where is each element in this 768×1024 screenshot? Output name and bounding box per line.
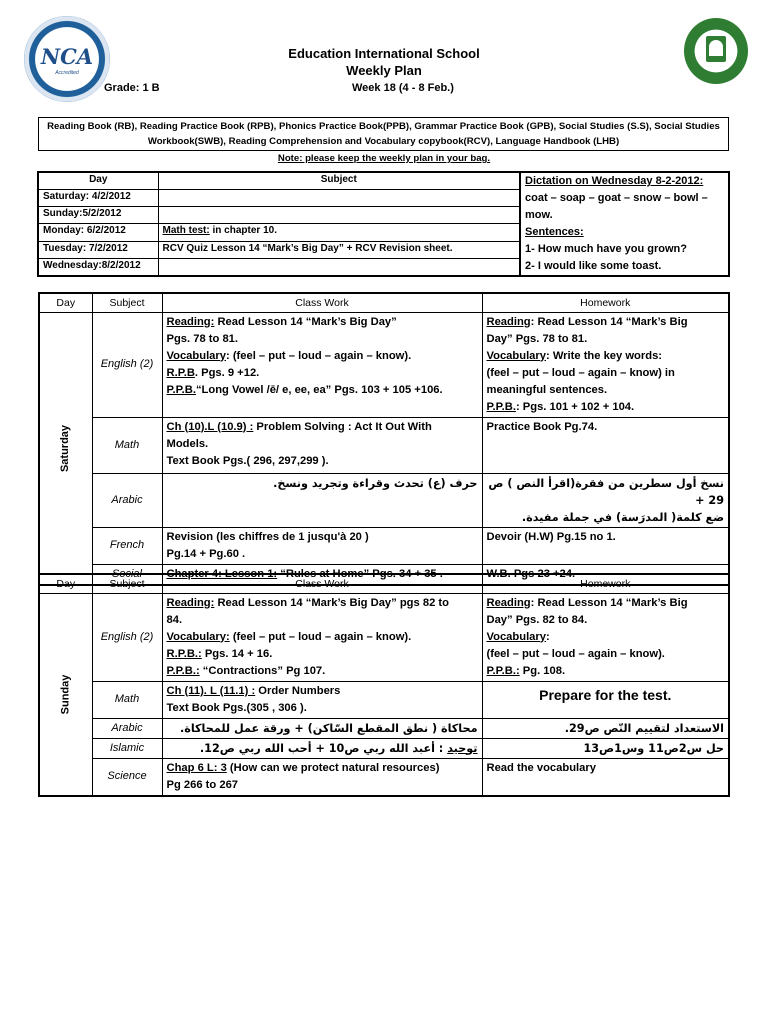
col-header-classwork: Class Work [162, 293, 482, 312]
subject-social: Social [92, 564, 162, 585]
homework-science: Read the vocabulary [482, 758, 729, 796]
grade-label: Grade: 1 B [104, 82, 160, 94]
classwork-math: Ch (10).L (10.9) : Problem Solving : Act It Out With Models. Text Book Pgs.( 296, 297,299 ). [162, 417, 482, 473]
schedule-day: Tuesday: 7/2/2012 [38, 241, 158, 258]
subject-french: French [92, 527, 162, 564]
saturday-plan-table [38, 292, 730, 586]
dictation-words-1: coat – soap – goat – snow – bowl – [525, 192, 708, 204]
schedule-header-subject: Subject [158, 172, 520, 189]
homework-arabic: الاستعداد لتقييم النّص ص29. [482, 718, 729, 738]
subject-islamic: Islamic [92, 738, 162, 758]
day-cell-sunday [39, 593, 92, 796]
day-label-sunday: Sunday [59, 674, 72, 714]
subject-math: Math [92, 417, 162, 473]
col-header-classwork: Class Work [162, 574, 482, 593]
homework-english: Reading: Read Lesson 14 “Mark’s Big Day” Pgs. 82 to 84. Vocabulary: (feel – put – loud – again – know). P.P.B.: Pg. 108. [482, 593, 729, 681]
classwork-science: Chap 6 L: 3 (How can we protect natural resources) Pg 266 to 267 [162, 758, 482, 796]
classwork-english: Reading: Read Lesson 14 “Mark’s Big Day” pgs 82 to 84. Vocabulary: (feel – put – loud – again – know). R.P.B.: Pgs. 14 + 16. P.P.B.: “Contractions” Pg 107. [162, 593, 482, 681]
classwork-islamic: توحيد : أعبد الله ربي ص10 + أحب الله ربي ص12. [162, 738, 482, 758]
homework-math [482, 681, 729, 718]
subject-science: Science [92, 758, 162, 796]
sunday-plan-table [38, 573, 730, 797]
dictation-sentence-1: 1- How much have you grown? [525, 243, 687, 255]
dictation-sentences-label: Sentences: [525, 226, 584, 238]
schedule-day: Sunday:5/2/2012 [38, 207, 158, 224]
schedule-day: Monday: 6/2/2012 [38, 224, 158, 241]
schedule-subject [158, 207, 520, 224]
subject-arabic: Arabic [92, 718, 162, 738]
dictation-words-2: mow. [525, 209, 553, 221]
col-header-day: Day [39, 574, 92, 593]
classwork-arabic: حرف (ع) تحدث وقراءة وتجريد ونسخ. [162, 473, 482, 527]
homework-islamic: حل س2ص11 وس1ص13 [482, 738, 729, 758]
col-header-day: Day [39, 293, 92, 312]
col-header-subject: Subject [92, 574, 162, 593]
schedule-subject [158, 189, 520, 206]
homework-arabic: نسخ أول سطرين من فقرة(اقرأ النص ) ص 29 + ضع كلمة( المدرَسة) في جملة مفيدة. [482, 473, 729, 527]
day-cell-saturday [39, 312, 92, 585]
week-label: Week 18 (4 - 8 Feb.) [352, 82, 454, 94]
homework-english: Reading: Read Lesson 14 “Mark’s Big Day” Pgs. 78 to 81. Vocabulary: Write the key words: (feel – put – loud – again – know) in meaningful sentences. P.P.B.: Pgs. 101 + 102 + 104. [482, 312, 729, 417]
nca-logo-subtext: Accredited [55, 70, 79, 76]
plan-title: Weekly Plan [346, 63, 422, 78]
abbreviations-box: Reading Book (RB), Reading Practice Book (RPB), Phonics Practice Book(PPB), Grammar Practice Book (GPB), Social Studies (S.S), Social Studies Workbook(SWB), Reading Comprehension and Vocabulary copybook(RCV), Language Handbook (LHB) [38, 117, 729, 151]
homework-social: W.B. Pgs 23 +24. [482, 564, 729, 585]
col-header-homework: Homework [482, 574, 729, 593]
subject-math: Math [92, 681, 162, 718]
classwork-french: Revision (les chiffres de 1 jusqu'à 20 ) Pg.14 + Pg.60 . [162, 527, 482, 564]
subject-english: English (2) [92, 593, 162, 681]
schedule-subject: Math test: in chapter 10. [158, 224, 520, 241]
classwork-english: Reading: Read Lesson 14 “Mark’s Big Day” Pgs. 78 to 81. Vocabulary: (feel – put – loud – again – know). R.P.B. Pgs. 9 +12. P.P.B.“Long Vowel /ē/ e, ee, ea” Pgs. 103 + 105 +106. [162, 312, 482, 417]
subject-arabic: Arabic [92, 473, 162, 527]
schedule-header-day: Day [38, 172, 158, 189]
schedule-day: Wednesday:8/2/2012 [38, 259, 158, 276]
day-label-saturday: Saturday [59, 424, 72, 472]
schedule-table [37, 171, 730, 277]
col-header-homework: Homework [482, 293, 729, 312]
bag-note: Note: please keep the weekly plan in your bag. [277, 153, 491, 164]
classwork-math: Ch (11). L (11.1) : Order Numbers Text Book Pgs.(305 , 306 ). [162, 681, 482, 718]
classwork-arabic: محاكاة ( نطق المقطع السّاكن) + ورقة عمل للمحاكاة. [162, 718, 482, 738]
schedule-subject [158, 259, 520, 276]
homework-french: Devoir (H.W) Pg.15 no 1. [482, 527, 729, 564]
homework-math: Practice Book Pg.74. [482, 417, 729, 473]
school-name: Education International School [288, 46, 480, 61]
math-test-label: Math test: [162, 225, 210, 237]
dictation-cell [520, 172, 729, 276]
prepare-test-text: Prepare for the test. [539, 686, 672, 703]
classwork-social: Chapter 4: Lesson 1: “Rules at Home” Pgs. 34 + 35 . [162, 564, 482, 585]
schedule-subject: RCV Quiz Lesson 14 “Mark’s Big Day” + RCV Revision sheet. [158, 241, 520, 258]
col-header-subject: Subject [92, 293, 162, 312]
dictation-title: Dictation on Wednesday 8-2-2012: [525, 175, 704, 187]
subject-english: English (2) [92, 312, 162, 417]
nca-logo-text: NCA [40, 44, 94, 69]
schedule-day: Saturday: 4/2/2012 [38, 189, 158, 206]
dictation-sentence-2: 2- I would like some toast. [525, 260, 662, 272]
